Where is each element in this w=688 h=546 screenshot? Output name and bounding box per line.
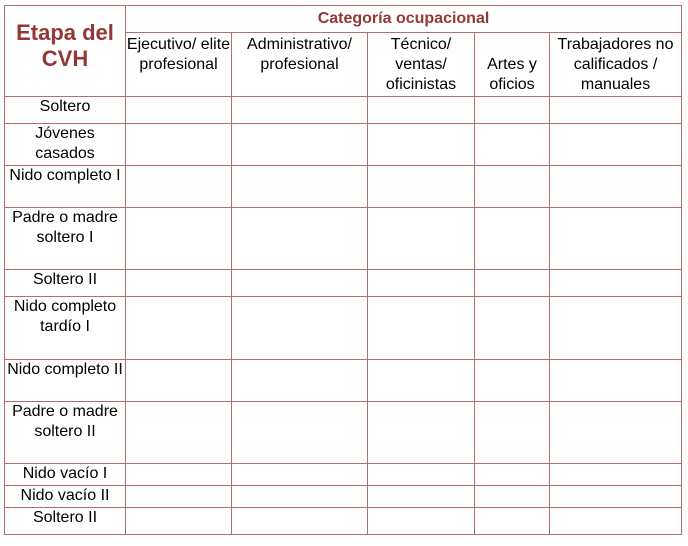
table-cell bbox=[550, 402, 682, 464]
table-row bbox=[5, 486, 682, 508]
table-cell bbox=[126, 166, 232, 208]
table-row bbox=[5, 508, 682, 535]
table-cell bbox=[550, 97, 682, 124]
table-cell bbox=[126, 360, 232, 402]
table-cell bbox=[550, 124, 682, 166]
column-header-trabajadores: Trabajadores no calificados / manuales bbox=[550, 33, 682, 97]
row-label: Soltero II bbox=[5, 270, 126, 297]
table-cell bbox=[368, 508, 475, 535]
table-cell bbox=[475, 297, 550, 360]
table-cell bbox=[232, 486, 368, 508]
table-cell bbox=[368, 208, 475, 270]
table-cell bbox=[550, 486, 682, 508]
table-cell bbox=[126, 464, 232, 486]
table-cell bbox=[126, 486, 232, 508]
table-cell bbox=[475, 124, 550, 166]
row-label: Jóvenes casados bbox=[5, 124, 126, 166]
row-label: Padre o madre soltero II bbox=[5, 402, 126, 464]
table-cell bbox=[475, 464, 550, 486]
table-cell bbox=[368, 486, 475, 508]
column-header-administrativo: Administrativo/ profesional bbox=[232, 33, 368, 97]
table-cell bbox=[232, 208, 368, 270]
table-cell bbox=[232, 360, 368, 402]
table-cell bbox=[126, 402, 232, 464]
table-cell bbox=[126, 97, 232, 124]
life-cycle-occupation-table bbox=[4, 5, 682, 535]
category-header: Categoría ocupacional bbox=[126, 6, 682, 33]
corner-title: Etapa del CVH bbox=[5, 6, 126, 97]
row-label: Nido completo II bbox=[5, 360, 126, 402]
table-cell bbox=[232, 508, 368, 535]
row-label: Soltero II bbox=[5, 508, 126, 535]
table-cell bbox=[232, 464, 368, 486]
table-cell bbox=[550, 208, 682, 270]
row-label: Soltero bbox=[5, 97, 126, 124]
table-cell bbox=[368, 97, 475, 124]
table-row bbox=[5, 360, 682, 402]
table-cell bbox=[126, 124, 232, 166]
table-row bbox=[5, 402, 682, 464]
table-cell bbox=[126, 270, 232, 297]
table-row bbox=[5, 464, 682, 486]
table-cell bbox=[368, 464, 475, 486]
column-header-ejecutivo: Ejecutivo/ elite profesional bbox=[126, 33, 232, 97]
table-cell bbox=[550, 297, 682, 360]
column-header-tecnico: Técnico/ ventas/ oficinistas bbox=[368, 33, 475, 97]
table-row bbox=[5, 97, 682, 124]
column-header-artes: Artes y oficios bbox=[475, 33, 550, 97]
table-cell bbox=[550, 166, 682, 208]
table-cell bbox=[475, 166, 550, 208]
table-cell bbox=[232, 270, 368, 297]
row-label: Nido vacío II bbox=[5, 486, 126, 508]
table-cell bbox=[368, 124, 475, 166]
table-cell bbox=[475, 208, 550, 270]
table-cell bbox=[368, 297, 475, 360]
table-cell bbox=[232, 402, 368, 464]
row-label: Nido vacío I bbox=[5, 464, 126, 486]
table-row bbox=[5, 297, 682, 360]
table-cell bbox=[550, 464, 682, 486]
table-cell bbox=[126, 508, 232, 535]
table-cell bbox=[475, 402, 550, 464]
row-label: Nido completo tardío I bbox=[5, 297, 126, 360]
table-row bbox=[5, 124, 682, 166]
table-cell bbox=[368, 402, 475, 464]
table-cell bbox=[232, 297, 368, 360]
table-cell bbox=[368, 360, 475, 402]
table-cell bbox=[475, 270, 550, 297]
row-label: Nido completo I bbox=[5, 166, 126, 208]
table-row bbox=[5, 270, 682, 297]
table-cell bbox=[232, 97, 368, 124]
table-cell bbox=[475, 97, 550, 124]
table-cell bbox=[126, 297, 232, 360]
table-cell bbox=[475, 486, 550, 508]
table-cell bbox=[550, 360, 682, 402]
table-row bbox=[5, 166, 682, 208]
table-cell bbox=[232, 124, 368, 166]
table-cell bbox=[475, 508, 550, 535]
table-cell bbox=[475, 360, 550, 402]
table-cell bbox=[368, 270, 475, 297]
table-cell bbox=[550, 270, 682, 297]
table-cell bbox=[368, 166, 475, 208]
table-row bbox=[5, 208, 682, 270]
table-cell bbox=[550, 508, 682, 535]
table-cell bbox=[126, 208, 232, 270]
table-cell bbox=[232, 166, 368, 208]
row-label: Padre o madre soltero I bbox=[5, 208, 126, 270]
